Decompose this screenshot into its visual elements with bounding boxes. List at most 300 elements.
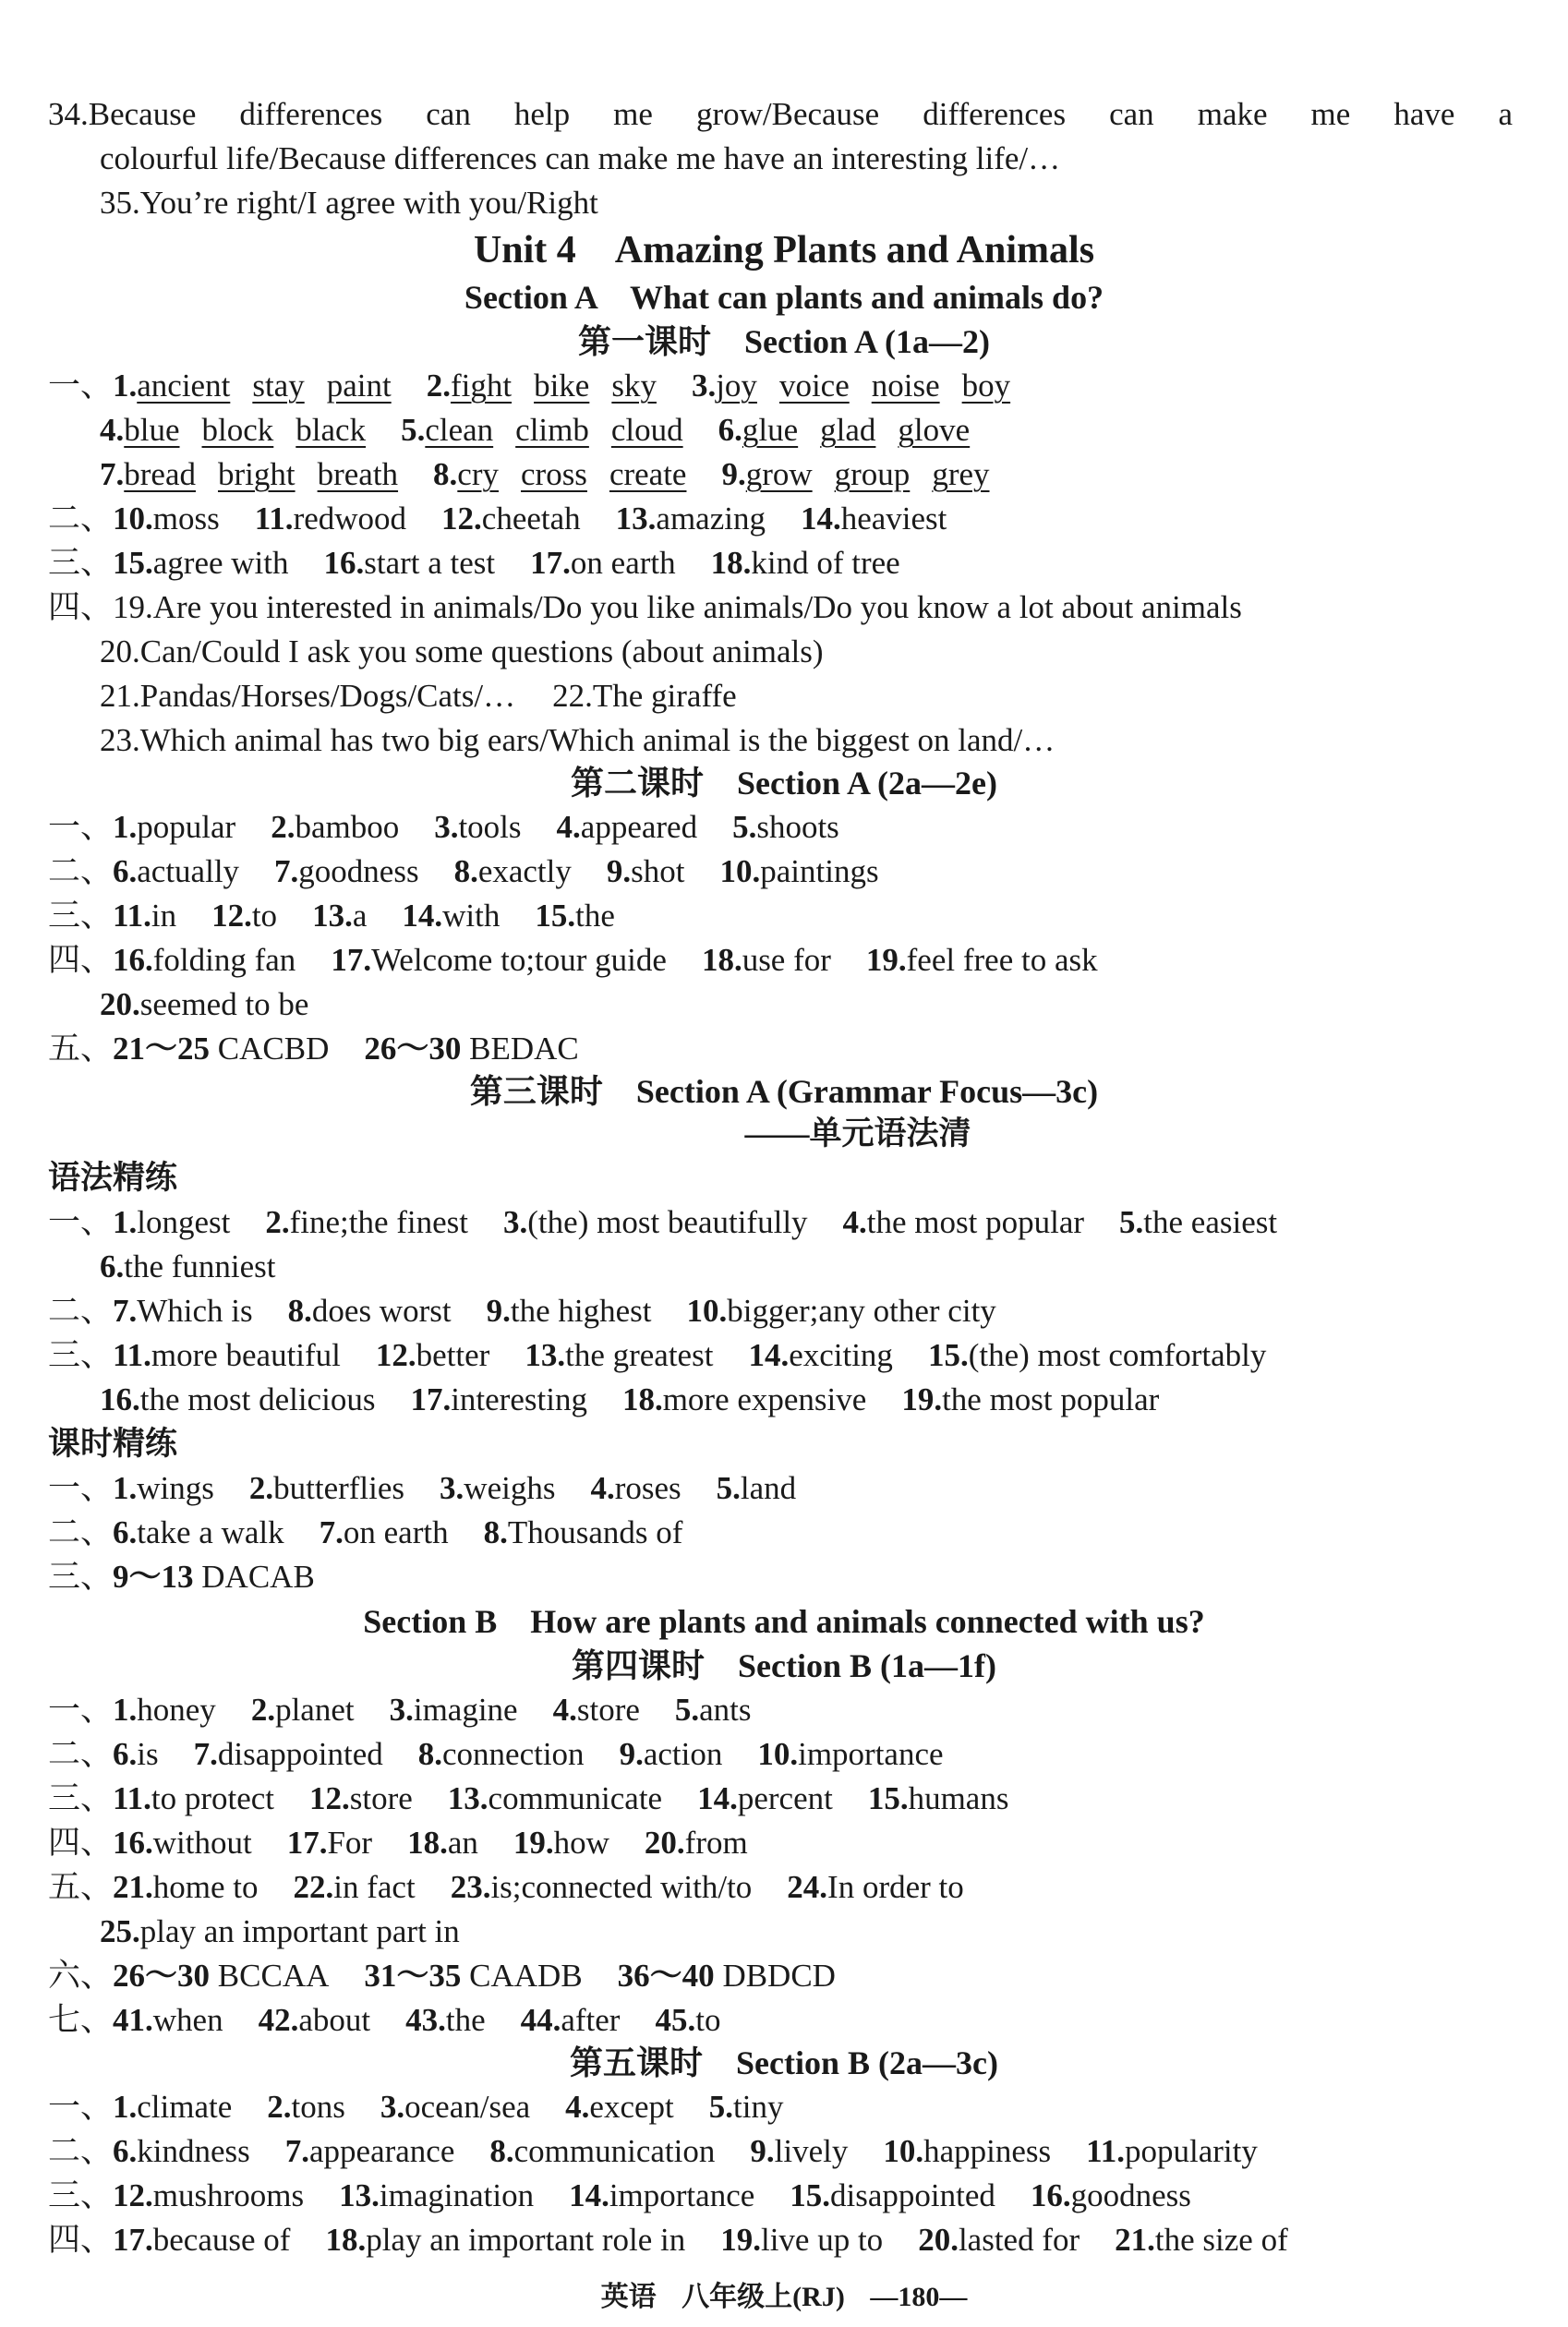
underlined-word: bright bbox=[217, 456, 296, 492]
answer-item bbox=[448, 1777, 662, 1820]
answer-number: 12. bbox=[211, 898, 252, 934]
answer-item bbox=[364, 1027, 578, 1070]
answer-text: store bbox=[349, 1780, 413, 1816]
answer-number: 7. bbox=[274, 853, 299, 889]
answer-item bbox=[331, 938, 667, 982]
answer-text: without bbox=[152, 1825, 252, 1861]
answer-text: how bbox=[553, 1825, 609, 1861]
answer-number: 11. bbox=[113, 1780, 151, 1816]
answer-text: more beautiful bbox=[151, 1337, 341, 1373]
answer-text: exciting bbox=[789, 1337, 893, 1373]
answer-text: DACAB bbox=[193, 1559, 315, 1595]
answer-34-line1: 34.Because differences can help me grow/Because differences can make me have a bbox=[48, 96, 1513, 132]
answer-number: 9. bbox=[619, 1736, 644, 1772]
lesson-3-title: 第三课时 Section A (Grammar Focus—3c) bbox=[469, 1073, 1099, 1110]
answer-number: 7. bbox=[100, 456, 125, 492]
answer-item bbox=[433, 452, 686, 496]
answer-number: 3. bbox=[389, 1692, 414, 1728]
answer-item bbox=[113, 1865, 258, 1909]
answer-item bbox=[325, 2218, 685, 2261]
answer-item bbox=[487, 1289, 652, 1332]
answer-number: 1. bbox=[113, 1204, 138, 1240]
answer-item bbox=[390, 1688, 518, 1731]
answer-item bbox=[721, 452, 989, 496]
lesson-5-title: 第五课时 Section B (2a—3c) bbox=[570, 2044, 998, 2081]
answer-number: 16. bbox=[100, 1381, 140, 1417]
underlined-word: clean bbox=[425, 412, 494, 448]
lesson2-part4-cont bbox=[100, 983, 1513, 1026]
answer-item bbox=[521, 1998, 621, 2042]
answer-number: 3. bbox=[380, 2089, 405, 2125]
practice-part3 bbox=[48, 1555, 1513, 1598]
underlined-word: cross bbox=[521, 456, 587, 492]
part-number: 三、 bbox=[48, 2177, 114, 2213]
lesson2-part4 bbox=[48, 938, 1513, 982]
answer-number: 6. bbox=[100, 1248, 125, 1284]
answer-text: shot bbox=[631, 853, 685, 889]
answer-item bbox=[100, 983, 308, 1026]
answer-item bbox=[1031, 2174, 1191, 2217]
answer-item bbox=[1086, 2129, 1258, 2173]
answer-number: 24. bbox=[787, 1869, 828, 1905]
answer-number: 20. bbox=[100, 986, 140, 1022]
answer-number: 8. bbox=[417, 1736, 442, 1772]
answer-text: to bbox=[251, 898, 278, 934]
answer-item bbox=[274, 850, 419, 893]
answer-text: tiny bbox=[733, 2089, 784, 2125]
answer-item bbox=[569, 2174, 754, 2217]
answer-item bbox=[675, 1688, 752, 1731]
answer-item bbox=[100, 1910, 460, 1953]
answer-number: 45. bbox=[655, 2002, 696, 2038]
answer-item bbox=[376, 1333, 489, 1377]
answer-item bbox=[918, 2218, 1080, 2261]
answer-text: after bbox=[561, 2002, 621, 2038]
underlined-word: paint bbox=[326, 368, 392, 404]
answer-number: 7. bbox=[319, 1514, 344, 1550]
answer-text: the highest bbox=[510, 1293, 652, 1329]
answer-item bbox=[380, 2085, 530, 2128]
answer-item bbox=[113, 1998, 223, 2042]
answer-number: 10. bbox=[686, 1293, 728, 1329]
answer-number: 11. bbox=[113, 898, 151, 934]
answer-item bbox=[320, 1511, 449, 1554]
lesson1-part1-row3 bbox=[100, 452, 1513, 496]
answer-item bbox=[364, 1954, 582, 1997]
grammar-part1 bbox=[48, 1200, 1513, 1244]
answer-number: 36～40 bbox=[617, 1958, 715, 1994]
answer-item bbox=[402, 894, 500, 937]
underlined-word: ancient bbox=[137, 368, 231, 404]
answer-number: 19. bbox=[865, 942, 907, 978]
answer-number: 2. bbox=[426, 368, 451, 404]
lesson-4-title: 第四课时 Section B (1a—1f) bbox=[572, 1647, 996, 1684]
answer-text: seemed to be bbox=[139, 986, 309, 1022]
underlined-word: glue bbox=[742, 412, 799, 448]
answer-item bbox=[655, 1998, 720, 2042]
answer-number: 5. bbox=[401, 412, 426, 448]
answer-number: 17. bbox=[410, 1381, 452, 1417]
answer-item bbox=[113, 1821, 252, 1864]
answer-item bbox=[702, 938, 831, 982]
answer-item bbox=[565, 2085, 674, 2128]
lesson4-part6 bbox=[48, 1954, 1513, 1997]
answer-number: 13. bbox=[339, 2177, 380, 2213]
lesson-2-title: 第二课时 Section A (2a—2e) bbox=[571, 765, 997, 802]
answer-number: 16. bbox=[113, 942, 153, 978]
answer-number: 19. bbox=[513, 1825, 554, 1861]
answer-item bbox=[113, 497, 220, 540]
answer-item bbox=[418, 1732, 585, 1776]
lesson-1-title: 第一课时 Section A (1a—2) bbox=[578, 323, 990, 360]
answer-number: 23. bbox=[450, 1869, 491, 1905]
answer-number: 18. bbox=[710, 545, 752, 581]
answer-text: longest bbox=[137, 1204, 231, 1240]
part-number: 二、 bbox=[48, 500, 114, 537]
footer-grade: 八年级上(RJ) bbox=[681, 2282, 845, 2312]
answer-text: lasted for bbox=[958, 2222, 1080, 2258]
answer-number: 17. bbox=[331, 942, 372, 978]
lesson4-part5 bbox=[48, 1865, 1513, 1909]
part-number: 一、 bbox=[48, 368, 114, 404]
answer-number: 14. bbox=[402, 898, 443, 934]
answer-number: 2. bbox=[250, 1692, 276, 1728]
answer-text: happiness bbox=[923, 2133, 1052, 2169]
underlined-word: bike bbox=[534, 368, 590, 404]
practice-part2 bbox=[48, 1511, 1513, 1554]
lesson4-part4 bbox=[48, 1821, 1513, 1864]
answer-item bbox=[732, 805, 839, 849]
answer-number: 21. bbox=[113, 1869, 153, 1905]
answer-text: popularity bbox=[1124, 2133, 1258, 2169]
answer-text: the most popular bbox=[942, 1381, 1160, 1417]
answer-item bbox=[100, 452, 398, 496]
answer-text: communicate bbox=[488, 1780, 663, 1816]
answer-text: the greatest bbox=[565, 1337, 714, 1373]
answer-item bbox=[113, 2085, 232, 2128]
answer-text: ocean/sea bbox=[404, 2089, 531, 2125]
practice-part1 bbox=[48, 1466, 1513, 1510]
answer-item bbox=[787, 1865, 963, 1909]
underlined-word: grey bbox=[932, 456, 990, 492]
answer-number: 20. bbox=[918, 2222, 959, 2258]
answer-number: 2. bbox=[265, 1204, 290, 1240]
answer-text: action bbox=[643, 1736, 723, 1772]
lesson2-part3 bbox=[48, 894, 1513, 937]
answer-text: a bbox=[352, 898, 368, 934]
lesson1-part3 bbox=[48, 541, 1513, 585]
answer-item bbox=[100, 1378, 375, 1421]
answer-text: land bbox=[740, 1470, 797, 1506]
part-number: 三、 bbox=[48, 1559, 114, 1595]
answer-item bbox=[194, 1732, 383, 1776]
answer-item bbox=[697, 1777, 833, 1820]
answer-item bbox=[113, 1954, 329, 1997]
answer-item bbox=[271, 805, 399, 849]
answer-number: 11. bbox=[254, 500, 294, 537]
answer-item bbox=[405, 1998, 486, 2042]
grammar-part1-cont bbox=[100, 1245, 1513, 1288]
answer-number: 3. bbox=[691, 368, 717, 404]
answer-number: 19. bbox=[720, 2222, 761, 2258]
answer-number: 4. bbox=[565, 2089, 590, 2125]
lesson-practice-label: 课时精练 bbox=[48, 1426, 178, 1462]
answer-text: disappointed bbox=[217, 1736, 383, 1772]
answer-number: 17. bbox=[286, 1825, 328, 1861]
lesson5-part2 bbox=[48, 2129, 1513, 2173]
underlined-word: voice bbox=[778, 368, 850, 404]
answer-number: 14. bbox=[748, 1337, 790, 1373]
answer-number: 15. bbox=[790, 2177, 831, 2213]
part-number: 三、 bbox=[48, 1780, 114, 1816]
answer-text: tools bbox=[458, 809, 522, 845]
answer-number: 26～30 bbox=[364, 1031, 462, 1067]
answer-item bbox=[324, 541, 496, 585]
answer-text: play an important part in bbox=[139, 1913, 460, 1949]
part-number: 三、 bbox=[48, 898, 114, 934]
answer-item bbox=[113, 938, 296, 982]
answer-text: redwood bbox=[293, 500, 407, 537]
answer-number: 9. bbox=[486, 1293, 511, 1329]
answer-number: 3. bbox=[434, 809, 459, 845]
answer-item bbox=[440, 1466, 555, 1510]
part-number: 二、 bbox=[48, 1736, 114, 1772]
answer-number: 9. bbox=[721, 456, 746, 492]
part-number: 一、 bbox=[48, 1470, 114, 1506]
underlined-word: bread bbox=[124, 456, 196, 492]
answer-item bbox=[265, 1200, 468, 1244]
answer-item bbox=[513, 1821, 609, 1864]
grammar-practice-label: 语法精练 bbox=[48, 1160, 178, 1196]
answer-text: the funniest bbox=[124, 1248, 276, 1284]
answer-item bbox=[434, 805, 521, 849]
answer-number: 8. bbox=[287, 1293, 312, 1329]
answer-item bbox=[113, 805, 235, 849]
answer-text: except bbox=[589, 2089, 674, 2125]
answer-item bbox=[901, 1378, 1159, 1421]
lesson1-part2 bbox=[48, 497, 1513, 540]
answer-item bbox=[339, 2174, 534, 2217]
answer-number: 18. bbox=[325, 2222, 367, 2258]
part-number: 四、 bbox=[48, 2222, 114, 2258]
answer-text: For bbox=[327, 1825, 373, 1861]
underlined-word: glad bbox=[820, 412, 876, 448]
grammar-part3-cont bbox=[100, 1378, 1513, 1421]
part-number: 六、 bbox=[48, 1958, 114, 1994]
answer-number: 13. bbox=[447, 1780, 488, 1816]
lesson1-part1-row1 bbox=[48, 364, 1513, 407]
answer-text: the most delicious bbox=[139, 1381, 376, 1417]
answer-item bbox=[113, 1333, 341, 1377]
answer-item bbox=[113, 1200, 230, 1244]
answer-number: 1. bbox=[113, 809, 138, 845]
answer-number: 9. bbox=[750, 2133, 775, 2169]
answer-number: 12. bbox=[113, 2177, 153, 2213]
answer-number: 3. bbox=[440, 1470, 464, 1506]
answer-text: store bbox=[576, 1692, 640, 1728]
answer-number: 10. bbox=[757, 1736, 799, 1772]
answer-item bbox=[530, 541, 675, 585]
underlined-word: boy bbox=[961, 368, 1011, 404]
answer-item bbox=[525, 1333, 713, 1377]
answer-number: 5. bbox=[732, 809, 757, 845]
answer-number: 11. bbox=[113, 1337, 151, 1373]
answer-item bbox=[113, 1777, 274, 1820]
lesson4-part2 bbox=[48, 1732, 1513, 1776]
answer-item bbox=[843, 1200, 1085, 1244]
answer-22: 22.The giraffe bbox=[552, 678, 737, 714]
answer-number: 18. bbox=[621, 1381, 663, 1417]
answer-text: start a test bbox=[364, 545, 496, 581]
answer-item bbox=[255, 497, 406, 540]
answer-text: tons bbox=[291, 2089, 345, 2125]
lesson5-part1 bbox=[48, 2085, 1513, 2128]
answer-number: 19. bbox=[901, 1381, 943, 1417]
answer-number: 22. bbox=[293, 1869, 334, 1905]
answer-item bbox=[618, 1954, 836, 1997]
answer-number: 8. bbox=[433, 456, 458, 492]
lesson4-part1 bbox=[48, 1688, 1513, 1731]
answer-text: kindness bbox=[137, 2133, 250, 2169]
answer-item bbox=[427, 364, 657, 407]
answer-number: 6. bbox=[113, 853, 138, 889]
answer-text: BCCAA bbox=[210, 1958, 330, 1994]
answer-item bbox=[717, 1466, 797, 1510]
part-number: 五、 bbox=[48, 1031, 114, 1067]
answer-number: 8. bbox=[453, 853, 478, 889]
answer-number: 16. bbox=[113, 1825, 153, 1861]
answer-text: honey bbox=[137, 1692, 216, 1728]
answer-text: from bbox=[684, 1825, 748, 1861]
answer-number: 10. bbox=[883, 2133, 924, 2169]
answer-item bbox=[113, 364, 392, 407]
part-number: 七、 bbox=[48, 2002, 114, 2038]
answer-item bbox=[489, 2129, 715, 2173]
answer-number: 20. bbox=[644, 1825, 685, 1861]
answer-number: 2. bbox=[271, 809, 296, 845]
underlined-word: blue bbox=[124, 412, 180, 448]
answer-number: 6. bbox=[113, 1514, 138, 1550]
answer-item bbox=[441, 497, 581, 540]
answer-text: is bbox=[137, 1736, 159, 1772]
answer-text: actually bbox=[137, 853, 240, 889]
answer-number: 10. bbox=[113, 500, 153, 537]
answer-number: 13. bbox=[615, 500, 657, 537]
answer-number: 1. bbox=[113, 1470, 138, 1506]
answer-number: 44. bbox=[520, 2002, 561, 2038]
answer-text: does worst bbox=[311, 1293, 452, 1329]
answer-text: exactly bbox=[477, 853, 572, 889]
answer-item bbox=[312, 894, 367, 937]
answer-number: 12. bbox=[309, 1780, 350, 1816]
answer-number: 5. bbox=[674, 1692, 700, 1728]
part-number: 二、 bbox=[48, 2133, 114, 2169]
answer-text: home to bbox=[152, 1869, 259, 1905]
answer-text: the easiest bbox=[1143, 1204, 1278, 1240]
lesson1-answer-19: 四、19.Are you interested in animals/Do you like animals/Do you know a lot about animals bbox=[48, 589, 1242, 625]
answer-number: 1. bbox=[113, 2089, 138, 2125]
lesson2-part5 bbox=[48, 1027, 1513, 1070]
answer-item bbox=[267, 2085, 345, 2128]
answer-text: communication bbox=[513, 2133, 716, 2169]
answer-number: 16. bbox=[1030, 2177, 1071, 2213]
answer-number: 21. bbox=[1115, 2222, 1155, 2258]
answer-text: on earth bbox=[343, 1514, 449, 1550]
answer-text: amazing bbox=[656, 500, 766, 537]
answer-35: 35.You’re right/I agree with you/Right bbox=[100, 185, 598, 221]
answer-text: (the) most beautifully bbox=[527, 1204, 808, 1240]
answer-text: paintings bbox=[760, 853, 879, 889]
answer-item bbox=[100, 408, 366, 452]
footer-subject: 英语 bbox=[600, 2282, 657, 2312]
answer-number: 14. bbox=[800, 500, 841, 537]
answer-item bbox=[709, 2085, 784, 2128]
answer-text: more expensive bbox=[662, 1381, 867, 1417]
lesson2-part1 bbox=[48, 805, 1513, 849]
answer-text: ants bbox=[699, 1692, 752, 1728]
answer-text: shoots bbox=[756, 809, 839, 845]
answer-number: 14. bbox=[697, 1780, 738, 1816]
answer-text: agree with bbox=[152, 545, 289, 581]
answer-item bbox=[211, 894, 277, 937]
answer-text: moss bbox=[152, 500, 220, 537]
answer-item bbox=[1119, 1200, 1277, 1244]
answer-number: 8. bbox=[483, 1514, 508, 1550]
answer-number: 31～35 bbox=[364, 1958, 462, 1994]
answer-item bbox=[113, 1555, 315, 1598]
lesson-3-subtitle: ——单元语法清 bbox=[744, 1115, 971, 1151]
answer-number: 14. bbox=[569, 2177, 609, 2213]
underlined-word: create bbox=[609, 456, 687, 492]
answer-item bbox=[285, 2129, 455, 2173]
answer-item bbox=[720, 2218, 883, 2261]
footer-page-number: —180— bbox=[870, 2282, 968, 2312]
part-number: 四、 bbox=[48, 1825, 114, 1861]
lesson5-part4 bbox=[48, 2218, 1513, 2261]
answer-number: 9. bbox=[606, 853, 632, 889]
part-number: 三、 bbox=[48, 545, 114, 581]
part-number: 二、 bbox=[48, 1293, 114, 1329]
answer-number: 25. bbox=[100, 1913, 140, 1949]
grammar-part3 bbox=[48, 1333, 1513, 1377]
part-number: 五、 bbox=[48, 1869, 114, 1905]
answer-item bbox=[866, 938, 1098, 982]
answer-text: an bbox=[447, 1825, 478, 1861]
answer-item bbox=[557, 805, 698, 849]
answer-item bbox=[692, 364, 1010, 407]
answer-item bbox=[451, 1865, 753, 1909]
lesson4-part7 bbox=[48, 1998, 1513, 2042]
answer-item bbox=[928, 1333, 1266, 1377]
answer-text: better bbox=[416, 1337, 490, 1373]
underlined-word: noise bbox=[871, 368, 940, 404]
answer-text: cheetah bbox=[481, 500, 581, 537]
answer-text: mushrooms bbox=[152, 2177, 305, 2213]
answer-text: live up to bbox=[760, 2222, 884, 2258]
answer-item bbox=[113, 1289, 253, 1332]
lesson5-part3 bbox=[48, 2174, 1513, 2217]
answer-item bbox=[720, 850, 879, 893]
answer-number: 5. bbox=[708, 2089, 733, 2125]
answer-text: (the) most comfortably bbox=[968, 1337, 1267, 1373]
answer-number: 41. bbox=[113, 2002, 153, 2038]
answer-number: 9～13 bbox=[113, 1559, 194, 1595]
lesson2-part2 bbox=[48, 850, 1513, 893]
answer-text: use for bbox=[742, 942, 831, 978]
answer-text: climate bbox=[137, 2089, 233, 2125]
section-a-title: Section A What can plants and animals do? bbox=[464, 279, 1104, 316]
answer-item bbox=[454, 850, 572, 893]
